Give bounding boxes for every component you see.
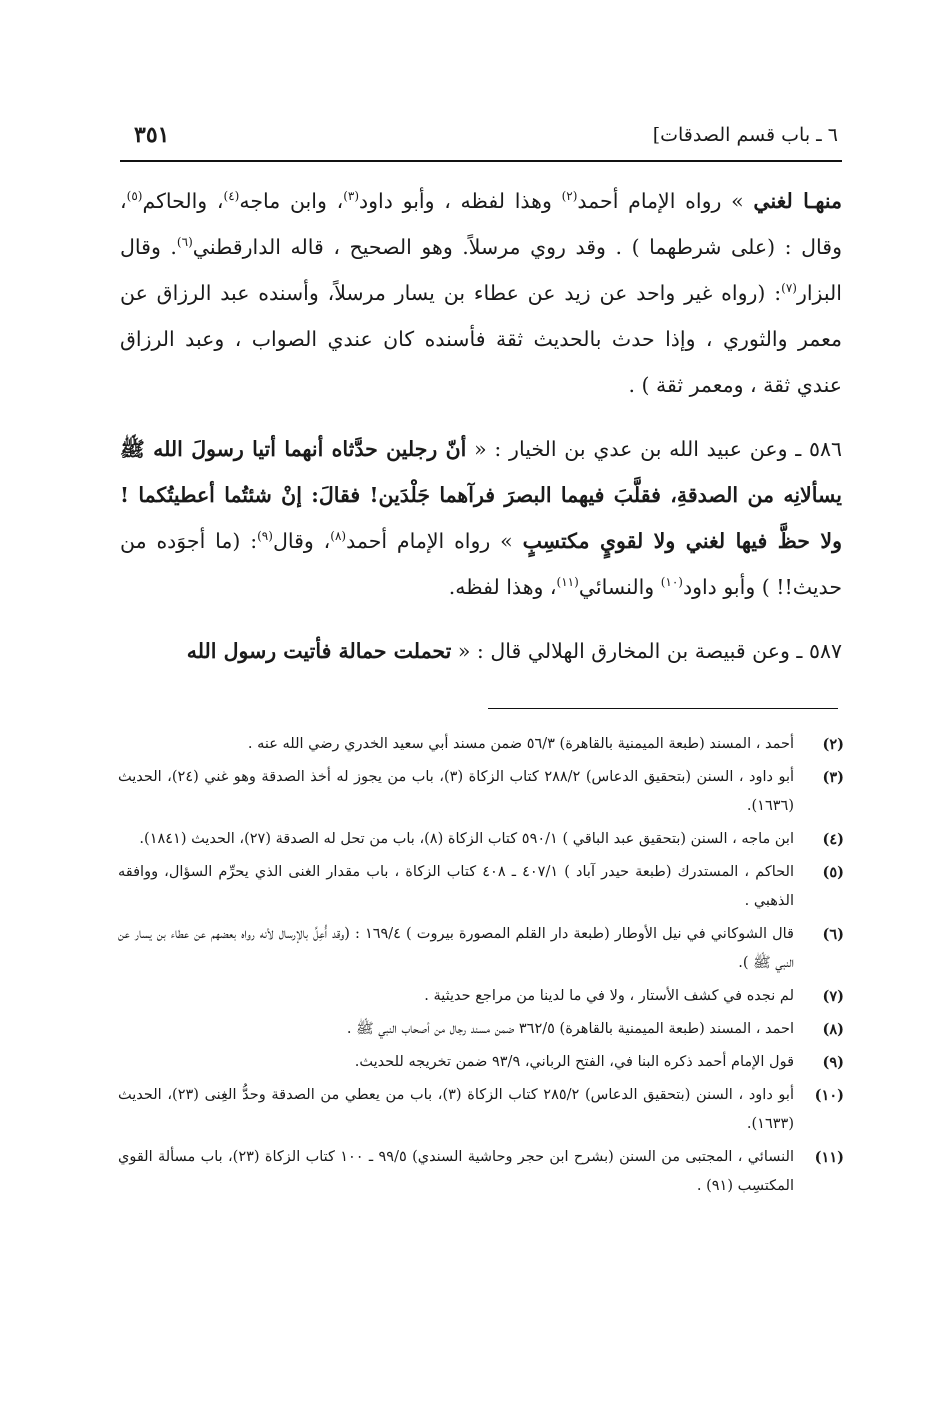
footnote-ref[interactable]: (٢) bbox=[561, 189, 578, 204]
running-header bbox=[120, 118, 838, 158]
footnote-text: النسائي ، المجتبى من السنن (بشرح ابن حجر وحاشية السندي) ٩٩/٥ ـ ١٠٠ كتاب الزكاة (٢٣)، باب مسألة القوي المكتسِب (٩١) . bbox=[118, 1149, 794, 1194]
footnote-item bbox=[118, 1143, 844, 1201]
footnote-text: أحمد ، المسند (طبعة الميمنية بالقاهرة) ٥٦/٣ ضمن مسند أبي سعيد الخدري رضي الله عنه . bbox=[247, 736, 794, 752]
footnote-ref[interactable]: (٧) bbox=[781, 281, 797, 296]
text-run: والنسائي bbox=[578, 575, 661, 599]
footnote-text: قول الإمام أحمد ذكره البنا في، الفتح الرباني، ٩٣/٩ ضمن تخريجه للحديث. bbox=[354, 1054, 794, 1070]
footnote-ref[interactable]: (١١) bbox=[556, 575, 579, 590]
footnotes bbox=[118, 730, 844, 1205]
paragraph-586 bbox=[120, 426, 842, 610]
footnote-number: (١١) bbox=[814, 1149, 844, 1166]
footnote-number: (٨) bbox=[822, 1021, 844, 1038]
footnote-ref[interactable]: (٦) bbox=[176, 235, 193, 250]
footnote-item bbox=[118, 730, 844, 759]
paragraph-1 bbox=[120, 178, 842, 408]
footnote-ref[interactable]: (٩) bbox=[257, 529, 273, 544]
hadith-text: تحملت حمالة فأتيت رسول الله bbox=[186, 639, 452, 663]
footnote-rule bbox=[488, 708, 838, 709]
footnote-number: (٣) bbox=[822, 769, 844, 786]
text-run: : (ما أجوَده من حديث!! ) وأبو داود bbox=[120, 529, 842, 599]
footnote-number: (٧) bbox=[822, 988, 844, 1005]
footnote-number: (٥) bbox=[822, 864, 844, 881]
chapter-title: ٦ ـ باب قسم الصدقات] bbox=[652, 124, 838, 146]
footnote-text: أبو داود ، السنن (بتحقيق الدعاس) ٢٨٥/٢ كتاب الزكاة (٣)، باب من يعطي من الصدقة وحدُّ الغِنى (٢٣)، الحديث (١٦٣٣). bbox=[118, 1087, 794, 1132]
text-run: ، والحاكم bbox=[142, 189, 224, 213]
header-rule bbox=[120, 160, 842, 162]
footnote-text: أبو داود ، السنن (بتحقيق الدعاس) ٢٨٨/٢ كتاب الزكاة (٣)، باب من يجوز له أخذ الصدقة وهو غني (٢٤)، الحديث (١٦٣٦). bbox=[118, 769, 795, 814]
text-run: : (رواه غير واحد عن زيد عن عطاء بن يسار مرسلاً، وأسنده عبد الرزاق عن معمر والثوري ، وإذا حدث بالحديث ثقة فأسنده كان عندي الصواب ، وعبد الرزاق عندي ثقة ، ومعمر ثقة ) . bbox=[120, 281, 842, 397]
footnote-text: احمد ، المسند (طبعة الميمنية بالقاهرة) ٣٦٢/٥ ضمن مسند رجال من أصحاب النبي ﷺ . bbox=[346, 1021, 794, 1037]
footnote-text: لم نجده في كشف الأستار ، ولا في ما لدينا من مراجع حديثية . bbox=[424, 988, 794, 1004]
footnote-item bbox=[118, 1015, 844, 1044]
footnote-text: الحاكم ، المستدرك (طبعة حيدر آباد ) ٤٠٧/١ ـ ٤٠٨ كتاب الزكاة ، باب مقدار الغنى الذي يحرِّم السؤال، ووافقه الذهبي . bbox=[118, 864, 794, 909]
text-run: ٥٨٧ ـ وعن قبيصة بن المخارق الهلالي قال : « bbox=[451, 639, 842, 663]
footnote-item bbox=[118, 763, 844, 821]
footnote-ref[interactable]: (٤) bbox=[223, 189, 240, 204]
footnote-text: ابن ماجه ، السنن (بتحقيق عبد الباقي ) ٥٩٠/١ كتاب الزكاة (٨)، باب من تحل له الصدقة (٢٧)، الحديث (١٨٤١). bbox=[139, 831, 794, 847]
main-text bbox=[120, 178, 842, 674]
text-run: ، وهذا لفظه. bbox=[448, 575, 557, 599]
text-run: » رواه الإمام أحمد bbox=[577, 189, 754, 213]
text-run: ، وابن ماجه bbox=[239, 189, 344, 213]
footnote-ref[interactable]: (٥) bbox=[126, 189, 143, 204]
page-number: ٣٥١ bbox=[134, 122, 170, 148]
footnote-number: (٢) bbox=[822, 736, 844, 753]
footnote-item bbox=[118, 920, 844, 978]
hadith-text: منهـا لغني bbox=[753, 189, 842, 213]
footnote-item bbox=[118, 1048, 844, 1077]
text-run: ، وقال : (على شرطهما ) . وقد روي مرسلاً. وهو الصحيح ، قاله الدارقطني bbox=[120, 189, 842, 259]
text-run: وهذا لفظه ، وأبو داود bbox=[359, 189, 562, 213]
footnote-text: قال الشوكاني في نيل الأوطار (طبعة دار القلم المصورة بيروت ) ١٦٩/٤ : (وقد أُعِلَّ بالإرسال لأنه رواه بعضهم عن عطاء بن يسار عن النبي ﷺ ). bbox=[118, 926, 794, 971]
footnote-item bbox=[118, 1081, 844, 1139]
text-run: ٥٨٦ ـ وعن عبيد الله بن عدي بن الخيار : « bbox=[466, 437, 842, 461]
text-run: » رواه الإمام أحمد bbox=[346, 529, 523, 553]
footnote-number: (١٠) bbox=[814, 1087, 844, 1104]
footnote-item bbox=[118, 825, 844, 854]
hadith-text: أنّ رجلين حدَّثاه أنهما أتيا رسولَ الله ﷺ يسألانِه من الصدقةِ، فقلَّبَ فيهما البصرَ فرآهما جَلْدَين! فقالَ: إنْ شئتُما أعطيتُكما ! ولا حظَّ فيها لغني ولا لقويٍ مكتسِبٍ bbox=[120, 437, 842, 553]
footnote-item bbox=[118, 858, 844, 916]
footnote-number: (٤) bbox=[822, 831, 844, 848]
footnote-number: (٩) bbox=[822, 1054, 844, 1071]
footnote-ref[interactable]: (١٠) bbox=[660, 575, 683, 590]
text-run: . وقال البزار bbox=[120, 235, 842, 305]
paragraph-587 bbox=[120, 628, 842, 674]
footnote-ref[interactable]: (٨) bbox=[330, 529, 347, 544]
footnote-item bbox=[118, 982, 844, 1011]
footnote-ref[interactable]: (٣) bbox=[343, 189, 360, 204]
text-run: ، وقال bbox=[272, 529, 331, 553]
footnote-number: (٦) bbox=[822, 926, 844, 943]
